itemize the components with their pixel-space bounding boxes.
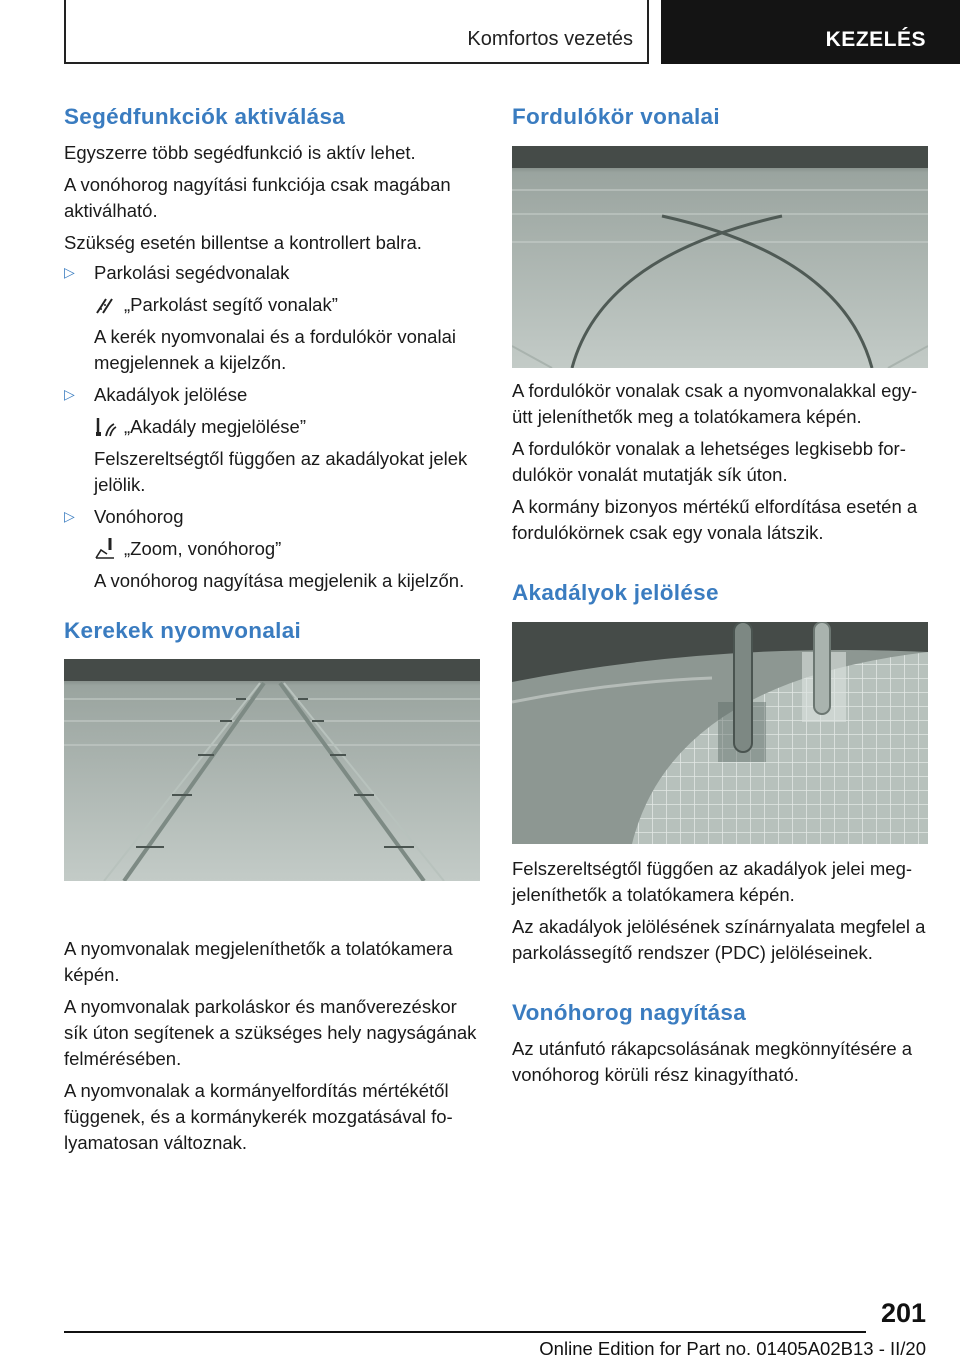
bullet-triangle-icon: ▷: [64, 264, 75, 280]
paragraph: A nyomvonalak parkoláskor és manőverezéskor sík úton segítenek a szükséges hely nagyságának felmérésében.: [64, 996, 477, 1069]
bullet-triangle-icon: ▷: [64, 508, 75, 524]
paragraph: Egyszerre több segédfunkció is aktív lehet.: [64, 142, 416, 163]
heading-turning-circle-lines: Fordulókör vonalai: [512, 104, 720, 129]
paragraph: Az utánfutó rákapcsolásának megkönnyítésére a vonóhorog körüli rész kinagyítható.: [512, 1038, 913, 1085]
option-name: „Zoom, vonóhorog”: [124, 538, 282, 559]
header-chapter-box: [64, 0, 649, 64]
heading-obstacle-marking: Akadályok jelölése: [512, 580, 719, 605]
paragraph: A fordulókör vonalak a lehetséges legkisebb fordulókör vonalát mutatják sík úton.: [512, 438, 906, 485]
paragraph: A nyomvonalak a kormányelfordítás mértékétől függenek, és a kormánykerék mozgatásával folyamatosan változnak.: [64, 1080, 453, 1153]
paragraph: A nyomvonalak megjeleníthetők a tolatókamera képén.: [64, 938, 453, 985]
heading-tow-hook-zoom: Vonóhorog nagyítása: [512, 1000, 747, 1025]
bullet-description: A vonóhorog nagyítása megjelenik a kijelzőn.: [94, 570, 465, 591]
paragraph: A vonóhorog nagyítási funkciója csak magában aktiválható.: [64, 174, 451, 221]
paragraph: A kormány bizonyos mértékű elfordítása esetén a fordulókörnek csak egy vonala látszik.: [512, 496, 918, 543]
heading-activate-functions: Segédfunkciók aktiválása: [64, 104, 346, 129]
paragraph: Az akadályok jelölésének színárnyalata megfelel a parkolássegítő rendszer (PDC) jelöléseinek.: [512, 916, 926, 963]
bullet-label: Parkolási segédvonalak: [94, 262, 290, 283]
footer-divider: [64, 1331, 866, 1333]
bullet-label: Vonóhorog: [94, 506, 184, 527]
page-number: 201: [880, 1298, 926, 1328]
edition-info: Online Edition for Part no. 01405A02B13 - II/20: [539, 1338, 926, 1359]
rear-camera-turning-circle-image: [512, 146, 928, 368]
chapter-title: Komfortos vezetés: [467, 28, 633, 50]
obstacle-marking-icon: [94, 415, 118, 439]
tow-hook-zoom-icon: [94, 536, 118, 560]
bullet-description: Felszereltségtől függően az akadályokat jelek jelölik.: [94, 448, 468, 495]
rear-camera-obstacle-marking-image: [512, 622, 928, 844]
section-title: KEZELÉS: [825, 28, 926, 51]
paragraph: Felszereltségtől függően az akadályok jelei megjeleníthetők a tolatókamera képén.: [512, 858, 913, 905]
heading-wheel-tracks: Kerekek nyomvonalai: [64, 618, 302, 643]
rear-camera-wheel-tracks-image: [64, 659, 480, 881]
bullet-description: A kerék nyomvonalai és a fordulókör vonalai megjelennek a kijelzőn.: [94, 326, 456, 373]
option-name: „Akadály megjelölése”: [124, 416, 307, 437]
bullet-label: Akadályok jelölése: [94, 384, 248, 405]
bullet-triangle-icon: ▷: [64, 386, 75, 402]
paragraph: A fordulókör vonalak csak a nyomvonalakkal együtt jeleníthetők meg a tolatókamera képén.: [512, 380, 918, 427]
option-name: „Parkolást segítő vonalak”: [124, 294, 338, 315]
header-section-box: [661, 0, 960, 64]
paragraph: Szükség esetén billentse a kontrollert balra.: [64, 232, 422, 253]
parking-lines-icon: [94, 293, 118, 317]
